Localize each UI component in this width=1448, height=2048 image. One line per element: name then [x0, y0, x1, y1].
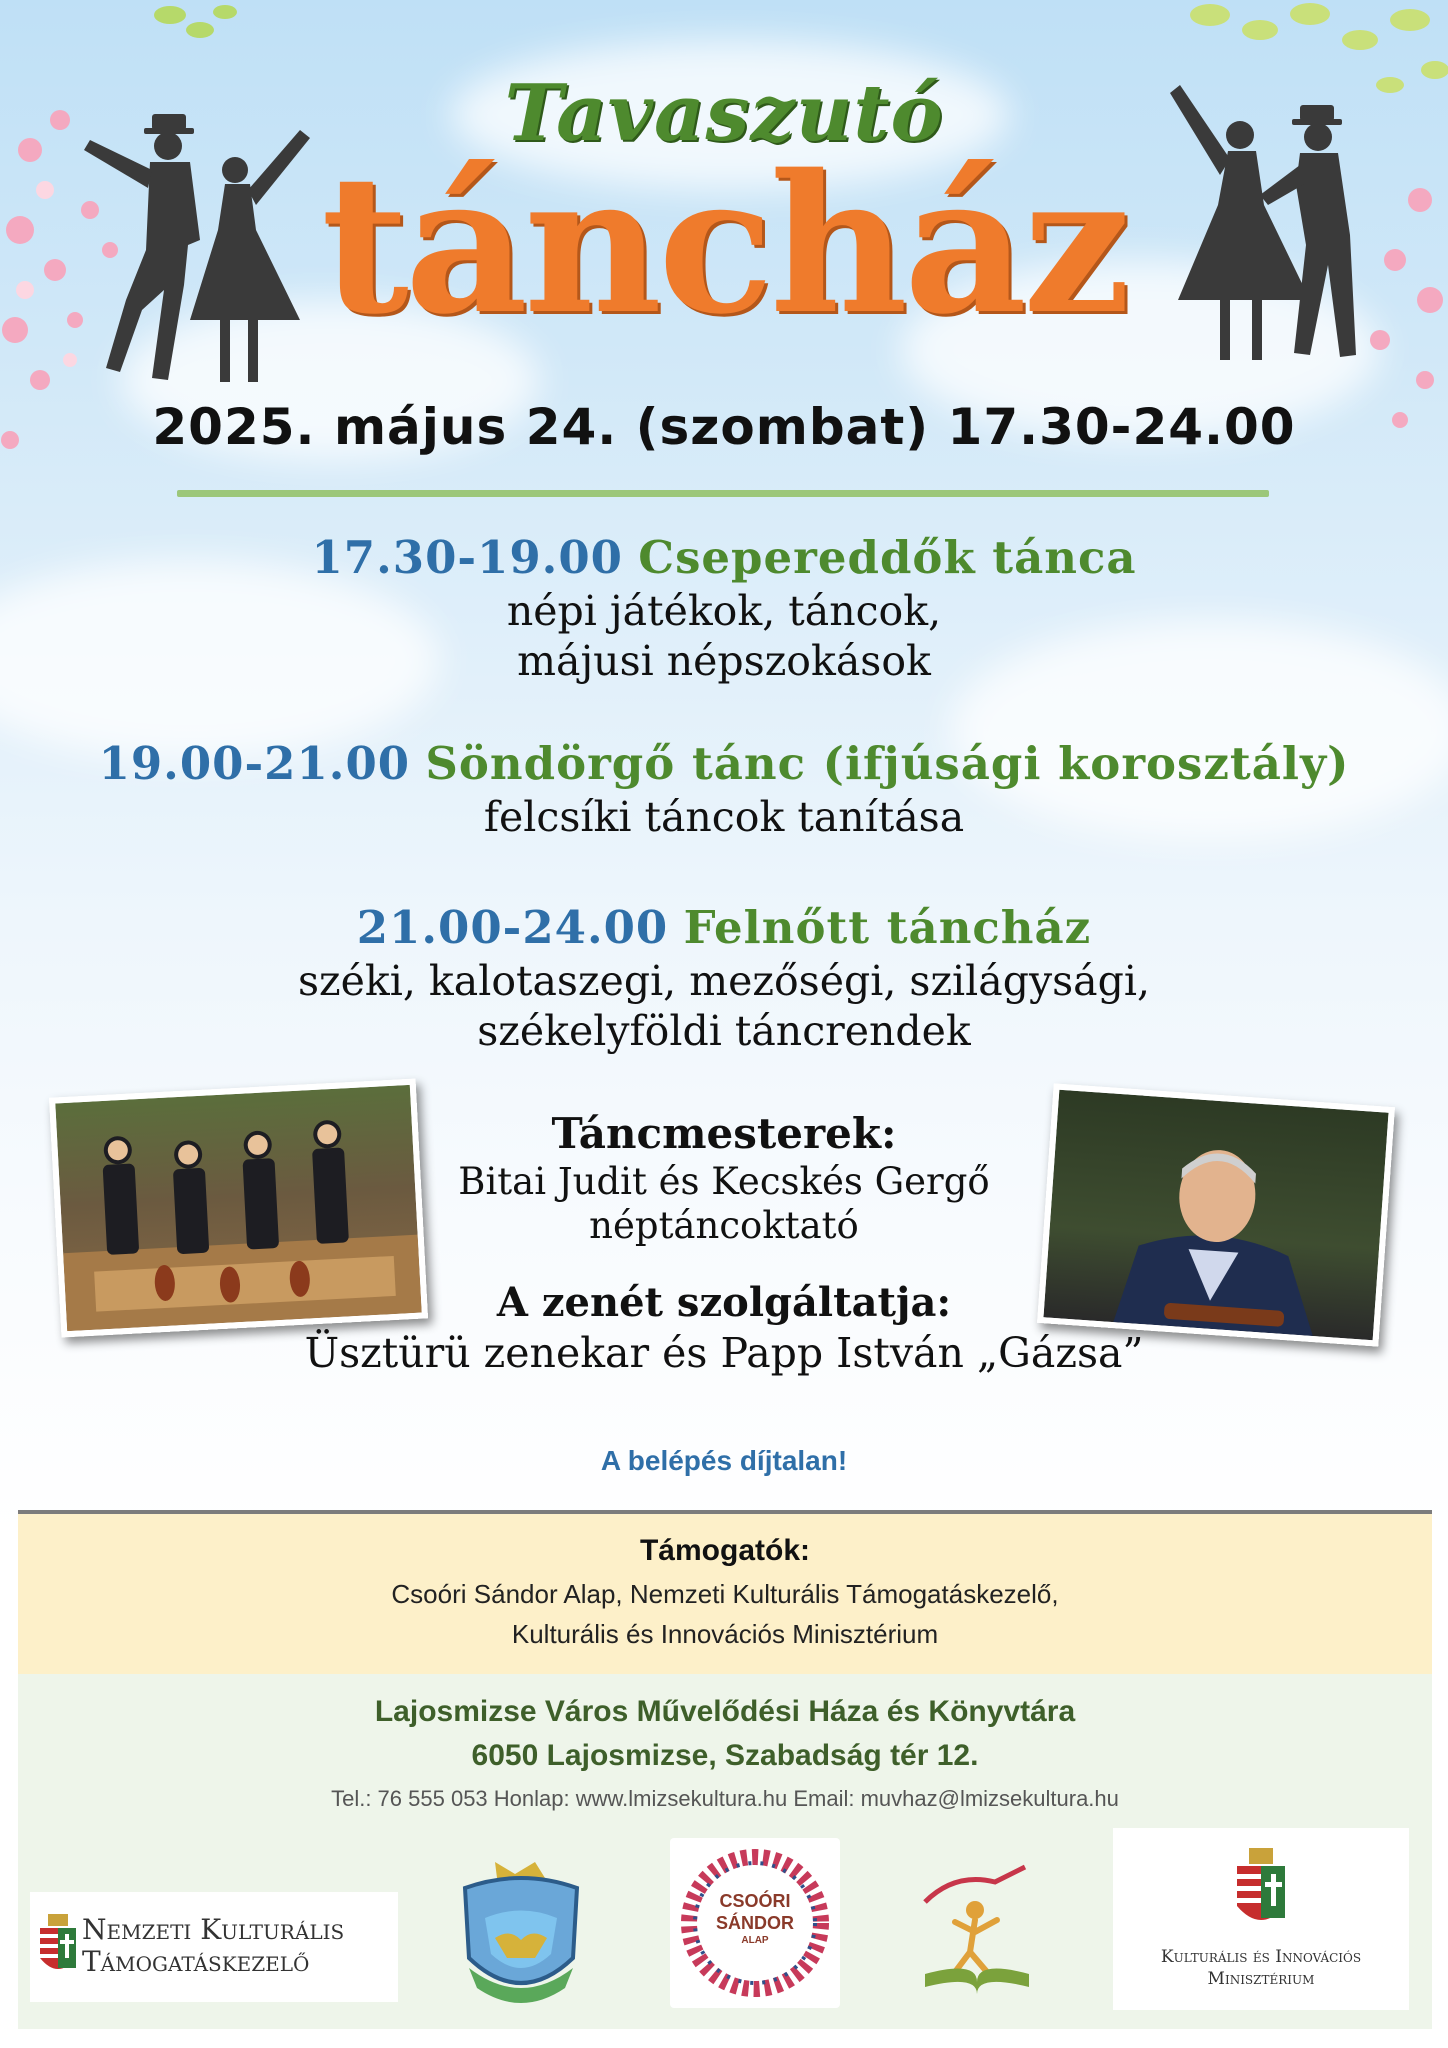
program-item-1	[0, 530, 1448, 686]
venue-name: Lajosmizse Város Művelődési Háza és Könyvtára	[374, 1695, 1076, 1728]
program-time: 19.00-21.00	[98, 737, 411, 790]
dance-book-logo-icon	[915, 1862, 1040, 1997]
masters-names: Bitai Judit és Kecskés Gergő	[458, 1160, 990, 1203]
music-section	[0, 1278, 1448, 1378]
lajosmizse-coat-of-arms-icon	[455, 1858, 587, 2008]
logo-csoori-sandor-alap	[670, 1838, 840, 2008]
divider	[177, 490, 1269, 497]
masters-section	[0, 1108, 1448, 1248]
program-item-3	[0, 900, 1448, 1056]
logo-nka	[30, 1892, 398, 2002]
program-time: 21.00-24.00	[356, 901, 669, 954]
venue-address: 6050 Lajosmizse, Szabadság tér 12.	[471, 1739, 979, 1772]
sponsors-section	[18, 1514, 1432, 1674]
program-name: Felnőtt táncház	[683, 901, 1092, 954]
hungarian-coat-of-arms-icon	[1235, 1848, 1287, 1932]
music-heading: A zenét szolgáltatja:	[496, 1279, 952, 1326]
logo-kim	[1113, 1828, 1409, 2010]
program-desc: székelyföldi táncrendek	[477, 1007, 971, 1055]
free-entry-notice: A belépés díjtalan!	[600, 1445, 848, 1476]
sponsors-line-2: Kulturális és Innovációs Minisztérium	[511, 1619, 939, 1649]
csoori-line-1: CSOÓRI	[719, 1891, 791, 1911]
title-line-2: táncház	[321, 133, 1127, 356]
title-line-1: Tavaszutó	[504, 68, 944, 159]
program-desc: májusi népszokások	[517, 637, 931, 685]
music-band: Üsztürü zenekar és Papp István „Gázsa”	[304, 1329, 1144, 1377]
nka-line-1: Nemzeti Kulturális	[82, 1913, 345, 1946]
sponsors-line-1: Csoóri Sándor Alap, Nemzeti Kulturális Támogatáskezelő,	[391, 1579, 1059, 1609]
kim-line-2: Minisztérium	[1207, 1969, 1315, 1989]
program-desc: felcsíki táncok tanítása	[483, 793, 965, 841]
sponsors-heading: Támogatók:	[639, 1534, 810, 1567]
kim-line-1: Kulturális és Innovációs	[1160, 1947, 1362, 1967]
program-desc: széki, kalotaszegi, mezőségi, szilágysági,	[297, 957, 1150, 1005]
hungarian-coat-of-arms-icon	[38, 1914, 78, 1980]
venue-contact: Tel.: 76 555 053 Honlap: www.lmizsekultura.hu Email: muvhaz@lmizsekultura.hu	[331, 1786, 1119, 1811]
program-time: 17.30-19.00	[311, 531, 623, 584]
csoori-line-3: ALAP	[741, 1935, 769, 1946]
event-date-time: 2025. május 24. (szombat) 17.30-24.00	[152, 398, 1296, 456]
masters-role: néptáncoktató	[589, 1204, 859, 1247]
program-desc: népi játékok, táncok,	[506, 587, 942, 635]
program-name: Söndörgő tánc (ifjúsági korosztály)	[425, 737, 1350, 790]
program-item-2	[0, 736, 1448, 842]
program-name: Csepereddők tánca	[638, 531, 1137, 584]
csoori-line-2: SÁNDOR	[715, 1913, 794, 1933]
nka-line-2: Támogatáskezelő	[82, 1945, 310, 1978]
masters-heading: Táncmesterek:	[551, 1109, 897, 1158]
